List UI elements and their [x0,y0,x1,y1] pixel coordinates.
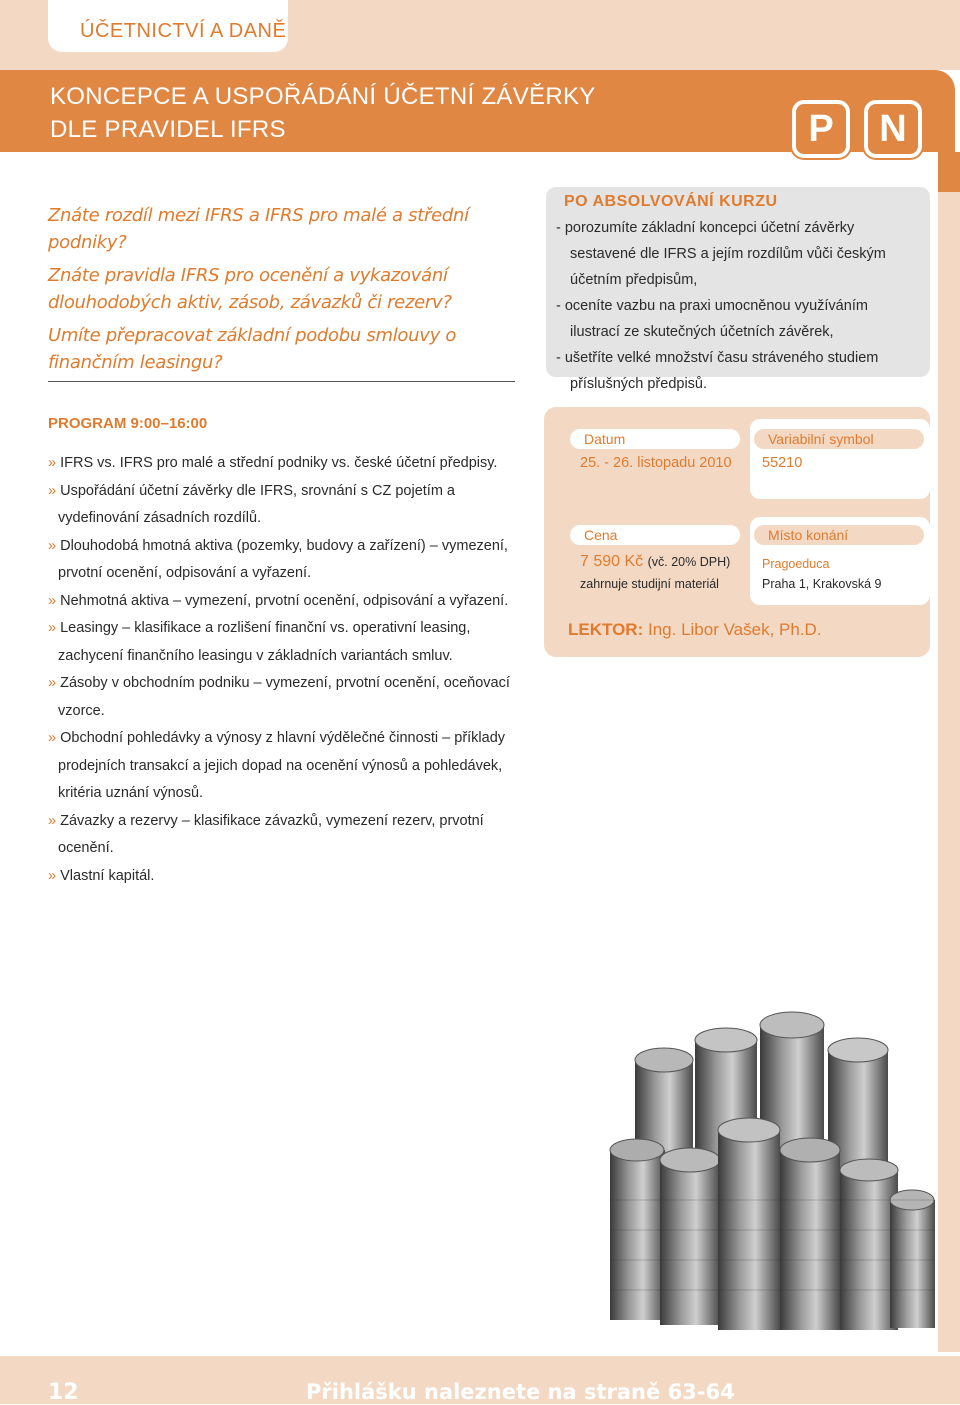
coin-stack [660,1148,720,1325]
coin-stack [610,1139,665,1320]
bullet: » [48,867,57,884]
price-note: zahrnuje studijní materiál [580,577,719,591]
outcome-item: - porozumíte základní koncepci účetní závěrky sestavené dle IFRS a jejím rozdílům vůči českým účetním předpisům, [556,220,886,288]
outcome-item: - ušetříte velké množství času stráveného studiem příslušných předpisů. [556,350,879,392]
program-item [48,588,518,616]
bullet: » [48,455,57,471]
program-item-text: Dlouhodobá hmotná aktiva (pozemky, budovy a zařízení) – vymezení, prvotní ocenění, odpisování a vyřazení. [58,537,508,581]
price-vat: (vč. 20% DPH) [647,555,731,569]
program-item [48,863,518,891]
program-item-text: Nehmotná aktiva – vymezení, prvotní ocenění, odpisování a vyřazení. [60,592,509,609]
program-item-text: Obchodní pohledávky a výnosy z hlavní výdělečné činnosti – příklady prodejních transakcí a jejich dopad na ocenění výnosů a pohledávek, kritéria uznání výnosů. [58,730,506,801]
coin-stack [840,1159,898,1330]
bullet: » [48,730,57,746]
program-item [48,450,518,478]
section-tab [48,0,288,52]
section-label: ÚČETNICTVÍ A DANĚ [80,20,287,42]
badge-n: N [864,100,922,158]
coin-stack [718,1118,780,1330]
question-3: Umíte přepracovat základní podobu smlouvy o finančním leasingu? [48,325,457,373]
page-number: 12 [48,1380,79,1405]
lector-name: Ing. Libor Vašek, Ph.D. [647,620,822,639]
program-item [48,533,518,588]
bullet: » [48,537,57,554]
program-item-text: Závazky a rezervy – klasifikace závazků, vymezení rezerv, prvotní ocenění. [58,812,484,856]
title-line-2: DLE PRAVIDEL IFRS [50,116,286,143]
price-row [580,553,730,571]
program-item [48,615,518,670]
divider [48,381,515,382]
program-list [48,450,518,890]
price-value: 7 590 Kč [580,553,644,570]
venue-name: Pragoeduca [762,557,830,571]
venue-label: Místo konání [754,525,924,545]
lector [568,620,822,640]
footer-text: Přihlášku naleznete na straně 63-64 [306,1380,735,1404]
page-title [50,80,596,146]
program-item [48,670,518,725]
program-item-text: Leasingy – klasifikace a rozlišení finanční vs. operativní leasing, zachycení finančního leasingu v základních variantách smluv. [58,620,471,664]
date-label: Datum [570,429,740,449]
program-item [48,478,518,533]
question-1: Znáte rozdíl mezi IFRS a IFRS pro malé a střední podniky? [48,205,469,253]
outcomes-box [546,187,930,392]
price-label: Cena [570,525,740,545]
program-item-text: Uspořádání účetní závěrky dle IFRS, srovnání s CZ pojetím a vydefinování zásadních rozdílů. [58,482,456,526]
questions [48,202,518,382]
badge-p: P [792,100,850,158]
bullet: » [48,592,57,609]
program-item [48,808,518,863]
outcomes-title: PO ABSOLVOVÁNÍ KURZU [564,193,778,210]
program-item-text: Vlastní kapitál. [60,867,155,884]
date-value: 25. - 26. listopadu 2010 [580,455,732,471]
varsym-value: 55210 [762,455,803,471]
varsym-label: Variabilní symbol [754,429,924,449]
outcomes-list [556,215,921,397]
coin-stacks-image [600,1000,940,1340]
coin-stack [780,1138,840,1330]
program-item-text: Zásoby v obchodním podniku – vymezení, prvotní ocenění, oceňovací vzorce. [58,675,510,719]
right-decor-strip [938,152,960,1352]
outcome-item: - oceníte vazbu na praxi umocněnou využíváním ilustrací ze skutečných účetních závěrek, [556,298,868,340]
program-item [48,725,518,808]
lector-label: LEKTOR: [568,620,644,639]
bullet: » [48,675,57,691]
venue-address: Praha 1, Krakovská 9 [762,577,882,591]
program-title: PROGRAM 9:00–16:00 [48,415,208,432]
title-line-1: KONCEPCE A USPOŘÁDÁNÍ ÚČETNÍ ZÁVĚRKY [50,83,596,110]
coin-stack [890,1190,935,1328]
bullet: » [48,812,57,829]
bullet: » [48,482,57,499]
question-2: Znáte pravidla IFRS pro ocenění a vykazování dlouhodobých aktiv, zásob, závazků či rezerv? [48,265,452,313]
program-item-text: IFRS vs. IFRS pro malé a střední podniky vs. české účetní předpisy. [60,455,498,471]
bullet: » [48,620,57,636]
